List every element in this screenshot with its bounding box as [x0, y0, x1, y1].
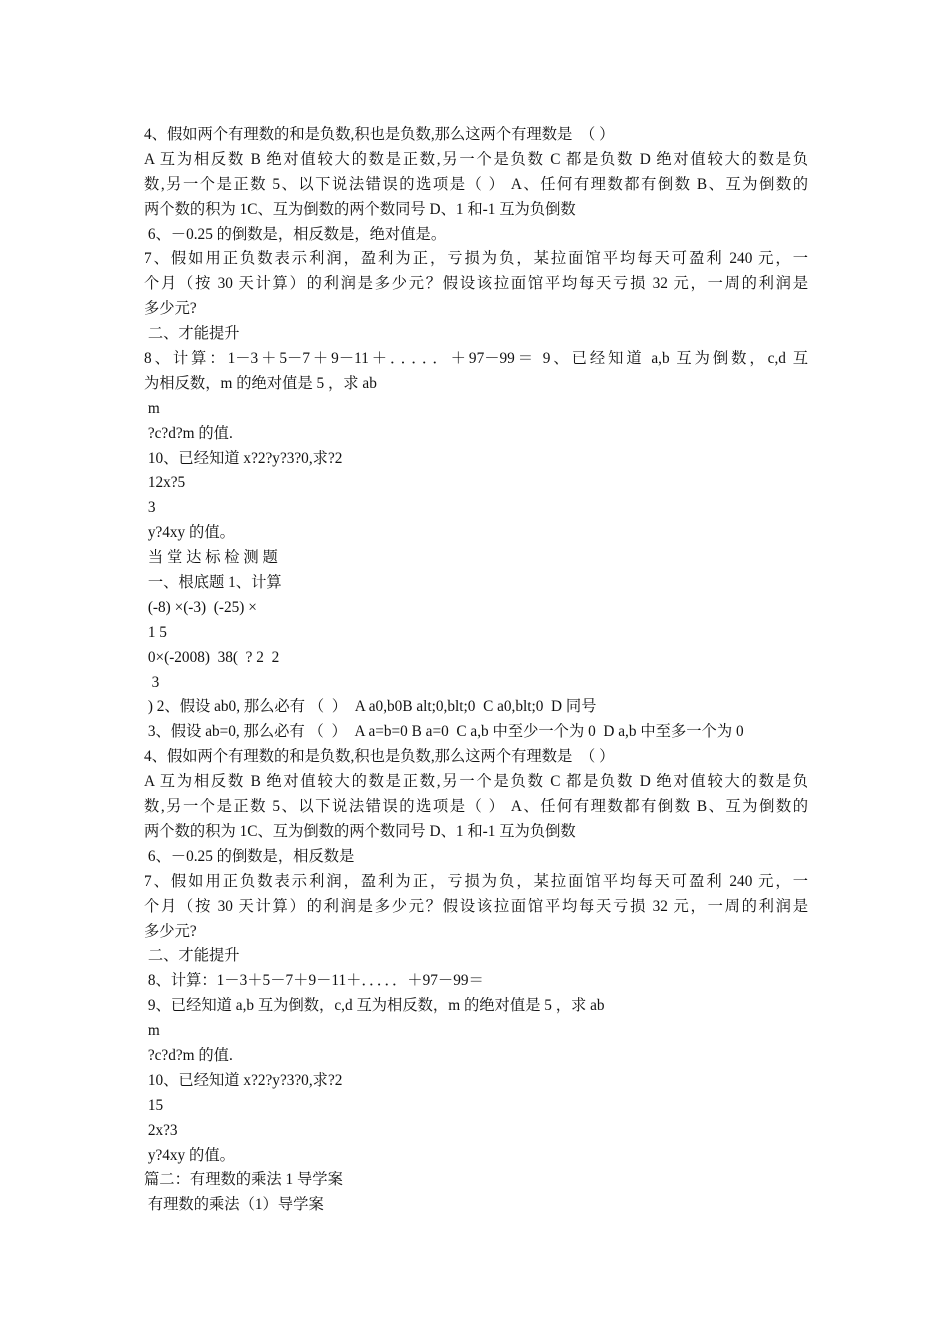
text-line: 两个数的积为 1C、互为倒数的两个数同号 D、1 和-1 互为负倒数: [144, 822, 576, 840]
section-heading: 一、根底题 1、计算: [144, 574, 282, 592]
text-line: 4、假如两个有理数的和是负数,积也是负数,那么这两个有理数是 （ ）: [144, 126, 615, 143]
text-line: 个月（按 30 天计算）的利润是多少元？假设该拉面馆平均每天亏损 32 元，一周的利润是: [144, 275, 808, 293]
text-line: A 互为相反数 B 绝对值较大的数是正数,另一个是负数 C 都是负数 D 绝对值较大的数是负: [144, 150, 808, 168]
text-line: 15: [144, 1096, 164, 1114]
text-line: m: [144, 1022, 160, 1040]
text-line: 3: [144, 499, 156, 517]
section-heading: 二、才能提升: [144, 947, 240, 965]
text-line: 0×(-2008) 38( ? 2 2: [144, 648, 280, 666]
text-line: 为相反数，m 的绝对值是 5 ，求 ab: [144, 374, 377, 392]
text-line: ) 2、假设 ab0, 那么必有 （ ） A a0,b0B alt;0,blt;0 C a0,blt;0 D 同号: [144, 698, 597, 716]
text-line: 9、已经知道 a,b 互为倒数，c,d 互为相反数，m 的绝对值是 5 ，求 ab: [144, 997, 605, 1015]
text-line: 两个数的积为 1C、互为倒数的两个数同号 D、1 和-1 互为负倒数: [144, 200, 576, 218]
text-line: m: [144, 399, 160, 417]
text-line: 1 5: [144, 623, 167, 641]
text-line: y?4xy 的值。: [144, 1146, 235, 1164]
text-line: 个月（按 30 天计算）的利润是多少元？假设该拉面馆平均每天亏损 32 元，一周的利润是: [144, 897, 808, 915]
text-line: 4、假如两个有理数的和是负数,积也是负数,那么这两个有理数是 （ ）: [144, 748, 615, 766]
text-line: 多少元?: [144, 300, 197, 318]
text-line: (-8) ×(-3) (-25) ×: [144, 598, 257, 616]
text-line: 8、计算：1－3＋5－7＋9－11＋．．．．．＋97－99＝: [144, 972, 484, 990]
text-line: 10、已经知道 x?2?y?3?0,求?2: [144, 1071, 343, 1089]
section-heading: 二、才能提升: [144, 325, 240, 343]
text-line: 3、假设 ab=0, 那么必有 （ ） A a=b=0 B a=0 C a,b 中至少一个为 0 D a,b 中至多一个为 0: [144, 723, 744, 741]
text-line: 6、－0.25 的倒数是，相反数是，绝对值是。: [144, 225, 447, 243]
section-heading: 篇二：有理数的乘法 1 导学案: [144, 1171, 343, 1189]
text-line: y?4xy 的值。: [144, 524, 235, 542]
text-line: 3: [144, 673, 160, 691]
text-line: 数,另一个是正数 5、以下说法错误的选项是（ ） A、任何有理数都有倒数 B、互为倒数的: [144, 175, 808, 193]
section-heading: 有理数的乘法（1）导学案: [144, 1196, 324, 1214]
text-line: 多少元?: [144, 922, 197, 940]
text-line: A 互为相反数 B 绝对值较大的数是正数,另一个是负数 C 都是负数 D 绝对值较大的数是负: [144, 773, 808, 791]
text-line: ?c?d?m 的值.: [144, 1046, 233, 1064]
text-line: 8、计算：1－3＋5－7＋9－11＋．．．．．＋97－99＝ 9、已经知道 a,b 互为倒数，c,d 互: [144, 350, 808, 368]
text-line: 6、－0.25 的倒数是，相反数是: [144, 847, 355, 865]
text-line: 12x?5: [144, 474, 186, 492]
text-line: 7、假如用正负数表示利润，盈利为正，亏损为负，某拉面馆平均每天可盈利 240 元，一: [144, 872, 808, 890]
text-line: ?c?d?m 的值.: [144, 424, 233, 442]
text-line: 数,另一个是正数 5、以下说法错误的选项是（ ） A、任何有理数都有倒数 B、互为倒数的: [144, 798, 808, 816]
section-heading: 当 堂 达 标 检 测 题: [144, 549, 278, 567]
text-line: 7、假如用正负数表示利润，盈利为正，亏损为负，某拉面馆平均每天可盈利 240 元，一: [144, 250, 808, 268]
text-line: 10、已经知道 x?2?y?3?0,求?2: [144, 449, 343, 467]
text-line: 2x?3: [144, 1121, 178, 1139]
